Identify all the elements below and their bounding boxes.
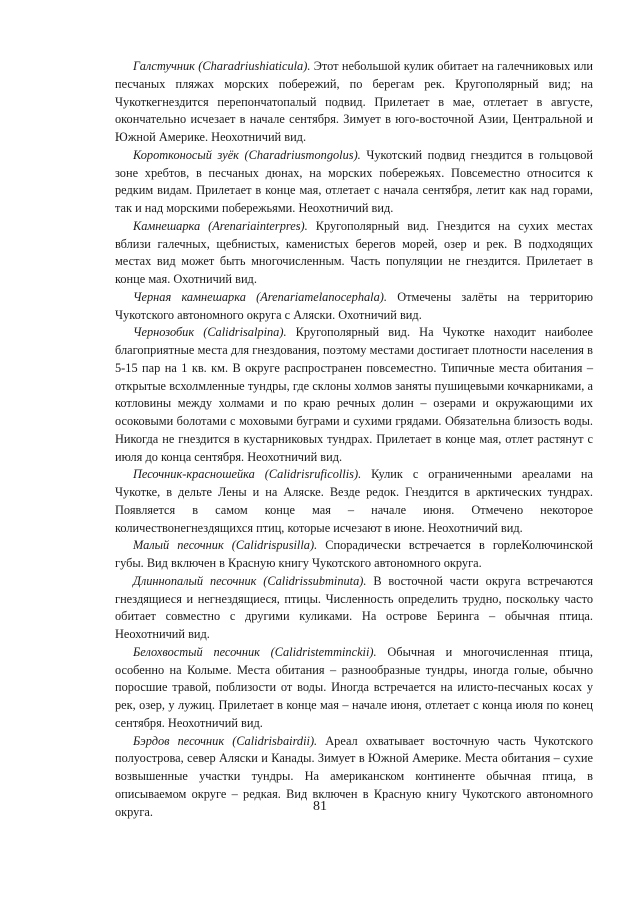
species-description: Отмечены залёты на территорию Чукотского автономного округа с Аляски. Охотничий вид. bbox=[115, 289, 593, 322]
species-name: Камнешарка (Arenariainterpres). bbox=[133, 218, 308, 233]
species-description: Спорадически встречается в горлеКолючинской губы. Вид включен в Красную книгу Чукотского автономного округа. bbox=[115, 538, 593, 570]
species-description: В восточной части округа встречаются гнездящиеся и негнездящиеся, птицы. Численность определить трудно, поскольку часто обитает совместно с другими куликами. На острове Беринга – обычная птица. Неохотничий вид. bbox=[115, 573, 593, 641]
page-number: 81 bbox=[313, 799, 327, 814]
species-paragraph bbox=[115, 218, 593, 289]
species-description: Чукотский подвид гнездится в гольцовой зоне хребтов, в песчаных дюнах, на морских побережьях. Повсеместно относится к редким видам. Прилетает в конце мая, отлетает с начала сентября, летит как над горами, так и над морскими побережьями. Неохотничий вид. bbox=[115, 147, 593, 215]
species-paragraph bbox=[115, 324, 593, 466]
species-paragraph bbox=[115, 573, 593, 644]
species-description: Кругополярный вид. На Чукотке находит наиболее благоприятные места для гнездования, поэтому местами достигает плотности населения в 5-15 пар на 1 кв. км. В округе распространен повсеместно. Типичные места обитания – открытые всхолмленные тундры, где склоны холмов заняты пушицевыми кочкарниками, а котловины между холмами и по краю речных долин – озерами и окружающими их осоковыми болотами с моховыми буграми и сухими грядами. Обязательна близость воды. Никогда не гнездится в кустарниковых тундрах. Прилетает в конце мая, отлет растянут с июля до конца сентября. Неохотничий вид. bbox=[115, 325, 593, 464]
species-paragraph bbox=[115, 644, 593, 733]
species-description: Обычная и многочисленная птица, особенно на Колыме. Места обитания – разнообразные тундры, иногда голые, обычно поросшие травой, поблизости от воды. Иногда встречается на илисто-песчаных косах у рек, озер, у лужиц. Прилетает в конце мая – начале июня, отлетает с конца июля по конец сентября. Неохотничий вид. bbox=[115, 644, 593, 730]
species-name: Малый песочник (Calidrispusilla). bbox=[133, 538, 318, 553]
species-name: Бэрдов песочник (Calidrisbairdii). bbox=[133, 733, 318, 748]
species-name: Галстучник (Charadriushiaticula). bbox=[133, 59, 311, 73]
species-name: Песочник-красношейка (Calidrisruficollis). bbox=[133, 467, 362, 482]
species-description: Кулик с ограниченными ареалами на Чукотке, в дельте Лены и на Аляске. Везде редок. Гнездится в арктических тундрах. Появляется в самом конце мая – начале июня. Отмечено некоторое количествонегнездящихся птиц, которые исчезают в июне. Неохотничий вид. bbox=[115, 467, 593, 535]
species-description: Кругополярный вид. Гнездится на сухих местах вблизи галечных, щебнистых, каменистых берегов морей, озер и рек. В подходящих местах вид может быть многочисленным. Часть популяции не гнездится. Прилетает в конце мая. Охотничий вид. bbox=[115, 218, 593, 286]
species-paragraph bbox=[115, 147, 593, 218]
species-paragraph bbox=[115, 289, 593, 325]
species-name: Черная камнешарка (Arenariamelanocephala). bbox=[133, 289, 387, 304]
species-name: Длиннопалый песочник (Calidrissubminuta). bbox=[133, 573, 367, 588]
species-paragraph bbox=[115, 466, 593, 537]
species-description: Ареал охватывает восточную часть Чукотского полуострова, север Аляски и Канады. Зимует в Южной Америке. Места обитания – сухие возвышенные участки тундры. На американском континенте обычная птица, в описываемом округе – редкая. Вид включен в Красную книгу Чукотского автономного округа. bbox=[115, 733, 593, 819]
species-description: Этот небольшой кулик обитает на галечниковых или песчаных пляжах морских побережий, по берегам рек. Кругополярный вид; на Чукоткегнездится перепончатопалый подвид. Прилетает в мае, отлетает в августе, окончательно исчезает в начале сентября. Зимует в юго-восточной Азии, Центральной и Южной Америке. Неохотничий вид. bbox=[115, 59, 593, 144]
species-name: Белохвостый песочник (Calidristemminckii). bbox=[133, 644, 377, 659]
species-name: Чернозобик (Calidrisalpina). bbox=[133, 325, 287, 340]
species-name: Коротконосый зуёк (Charadriusmongolus). bbox=[133, 147, 361, 162]
species-paragraph bbox=[115, 537, 593, 573]
species-paragraph bbox=[115, 58, 593, 147]
document-body bbox=[115, 58, 593, 821]
